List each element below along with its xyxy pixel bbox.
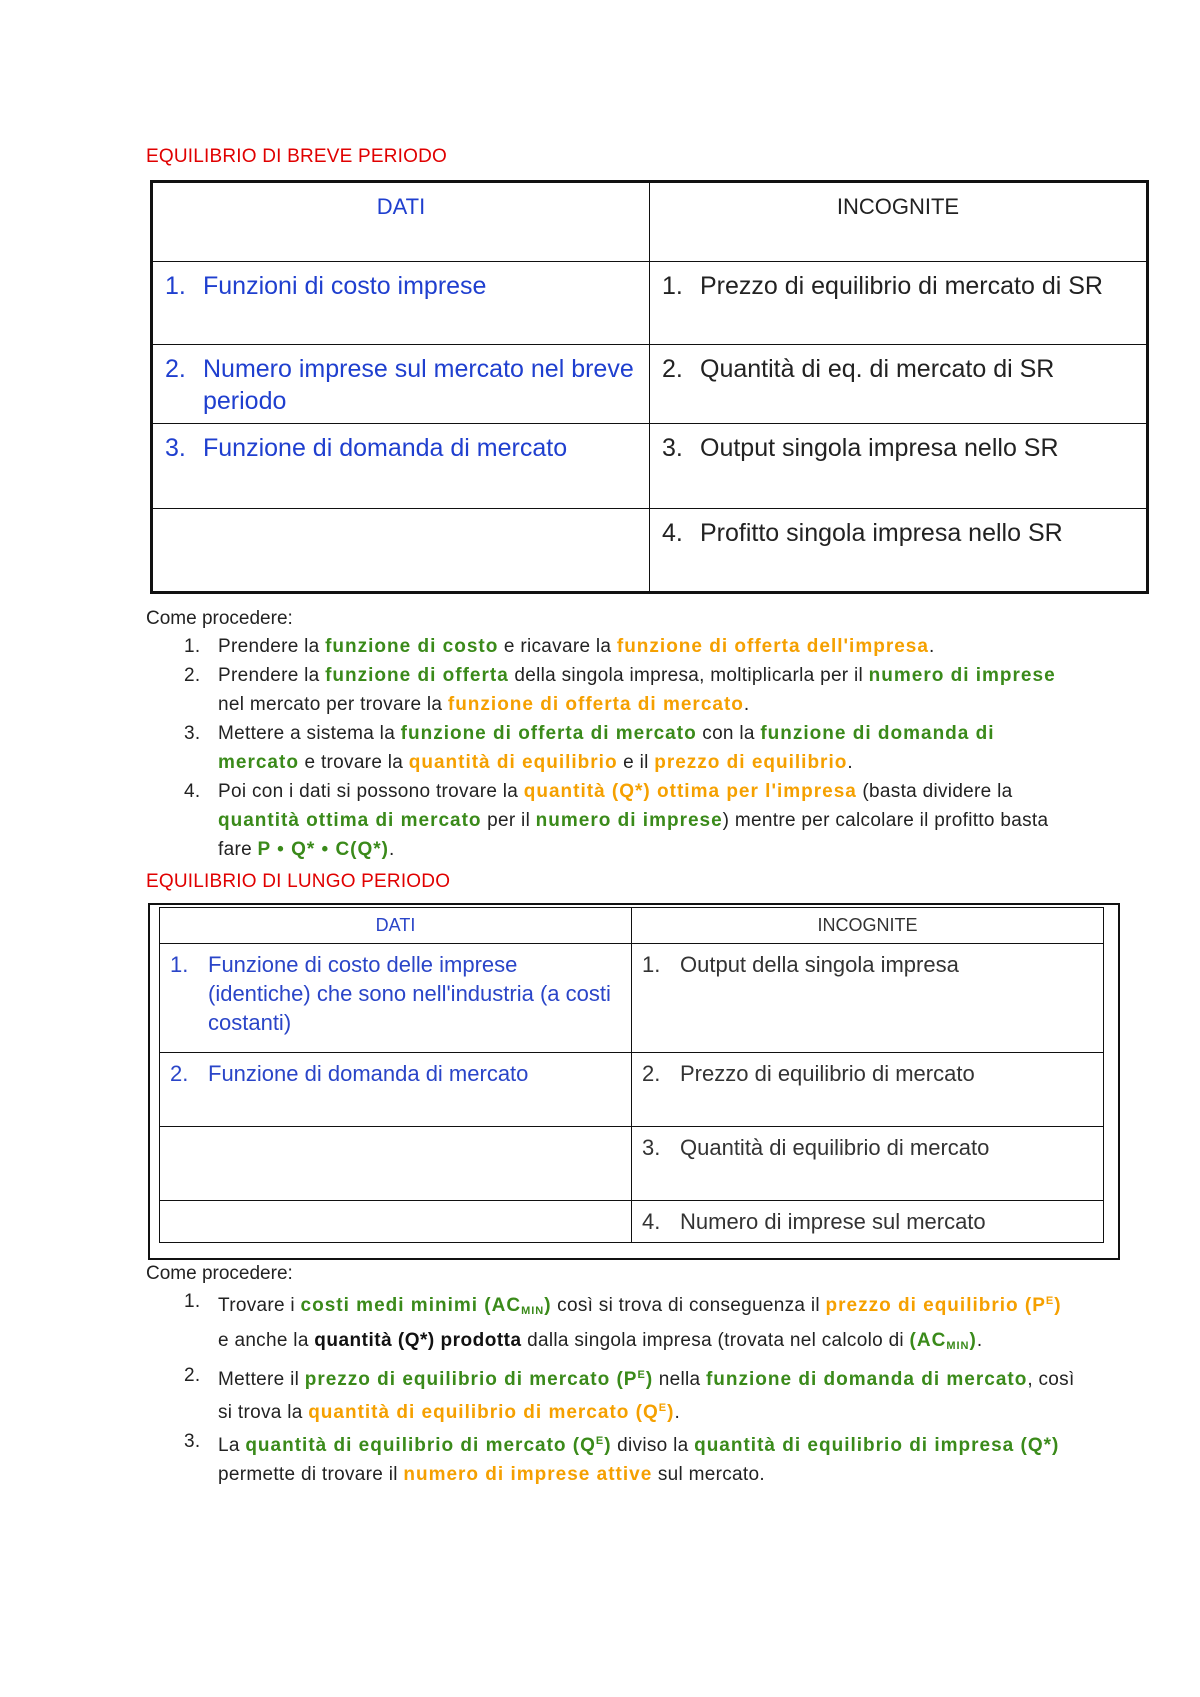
incognite-cell [632, 1127, 1104, 1201]
dati-text: Funzione di domanda di mercato [203, 434, 568, 462]
short-run-heading: EQUILIBRIO DI BREVE PERIODO [146, 146, 448, 167]
dati-cell-empty [153, 509, 650, 592]
long-run-heading: EQUILIBRIO DI LUNGO PERIODO [146, 871, 451, 892]
table-header-incognite: INCOGNITE [650, 183, 1147, 262]
table-header-dati: DATI [153, 183, 650, 262]
item-number: 2. [165, 355, 186, 383]
dati-text: Numero imprese sul mercato nel breve periodo [203, 355, 634, 415]
incognite-text: Output singola impresa nello SR [700, 434, 1059, 462]
long-run-intro: Come procedere: [146, 1263, 293, 1284]
incognite-cell [650, 262, 1147, 345]
short-run-table [152, 182, 1147, 592]
incognite-text: Prezzo di equilibrio di mercato [680, 1061, 975, 1086]
dati-cell-empty [160, 1127, 632, 1201]
step-item: 1. Prendere la funzione di costo e ricavare la funzione di offerta dell'impresa. [184, 636, 935, 657]
item-number: 1. [662, 272, 683, 300]
incognite-text: Prezzo di equilibrio di mercato di SR [700, 272, 1103, 300]
item-number: 3. [165, 434, 186, 462]
table-header-dati: DATI [160, 908, 632, 944]
incognite-cell [632, 1201, 1104, 1243]
step-item: 4. Poi con i dati si possono trovare la quantità (Q*) ottima per l'impresa (basta dividere la quantità ottima di mercato per il numero di imprese) mentre per calcolare il profitto basta fare P • Q* • C(Q*). [184, 781, 1049, 860]
dati-cell [160, 1053, 632, 1127]
long-run-steps [146, 1287, 1076, 1489]
dati-text: Funzione di domanda di mercato [208, 1061, 529, 1086]
dati-text: Funzione di costo delle imprese (identiche) che sono nell'industria (a costi costanti) [208, 952, 611, 1035]
incognite-text: Quantità di eq. di mercato di SR [700, 355, 1055, 383]
item-number: 3. [662, 434, 683, 462]
dati-cell [153, 262, 650, 345]
dati-cell [160, 944, 632, 1053]
item-number: 3. [642, 1135, 661, 1160]
step-item: 3. Mettere a sistema la funzione di offerta di mercato con la funzione di domanda di mercato e trovare la quantità di equilibrio e il prezzo di equilibrio. [184, 723, 995, 773]
item-number: 2. [170, 1061, 189, 1086]
table-header-incognite: INCOGNITE [632, 908, 1104, 944]
item-number: 1. [165, 272, 186, 300]
incognite-text: Quantità di equilibrio di mercato [680, 1135, 990, 1160]
long-run-table [159, 907, 1104, 1243]
item-number: 2. [642, 1061, 661, 1086]
step-item: 1. Trovare i costi medi minimi $(AC_{MIN})$ così si trova di conseguenza il prezzo di equilibrio $(P^E)$ e anche la quantità (Q*) prodotta dalla singola impresa (trovata nel calcolo di $(AC_{MIN})$. [184, 1291, 1062, 1352]
item-number: 2. [662, 355, 683, 383]
short-run-steps [146, 632, 1076, 864]
item-number: 1. [642, 952, 661, 977]
step-item: 2. Mettere il prezzo di equilibrio di mercato $(P^E)$ nella funzione di domanda di mercato, così si trova la quantità di equilibrio di mercato $(Q^E)$. [184, 1365, 1075, 1423]
incognite-cell [632, 1053, 1104, 1127]
dati-cell [153, 345, 650, 424]
step-item: 3. La quantità di equilibrio di mercato $(Q^E)$ diviso la quantità di equilibrio di impresa (Q*) permette di trovare il numero di imprese attive sul mercato. [184, 1431, 1060, 1485]
incognite-cell [650, 345, 1147, 424]
incognite-text: Profitto singola impresa nello SR [700, 519, 1063, 547]
incognite-text: Output della singola impresa [680, 952, 959, 977]
incognite-cell [650, 509, 1147, 592]
dati-cell [153, 424, 650, 509]
incognite-cell [650, 424, 1147, 509]
short-run-intro: Come procedere: [146, 608, 293, 629]
dati-text: Funzioni di costo imprese [203, 272, 487, 300]
item-number: 4. [642, 1209, 661, 1234]
item-number: 4. [662, 519, 683, 547]
item-number: 1. [170, 952, 189, 977]
incognite-cell [632, 944, 1104, 1053]
dati-cell-empty [160, 1201, 632, 1243]
step-item: 2. Prendere la funzione di offerta della singola impresa, moltiplicarla per il numero di imprese nel mercato per trovare la funzione di offerta di mercato. [184, 665, 1056, 715]
incognite-text: Numero di imprese sul mercato [680, 1209, 986, 1234]
